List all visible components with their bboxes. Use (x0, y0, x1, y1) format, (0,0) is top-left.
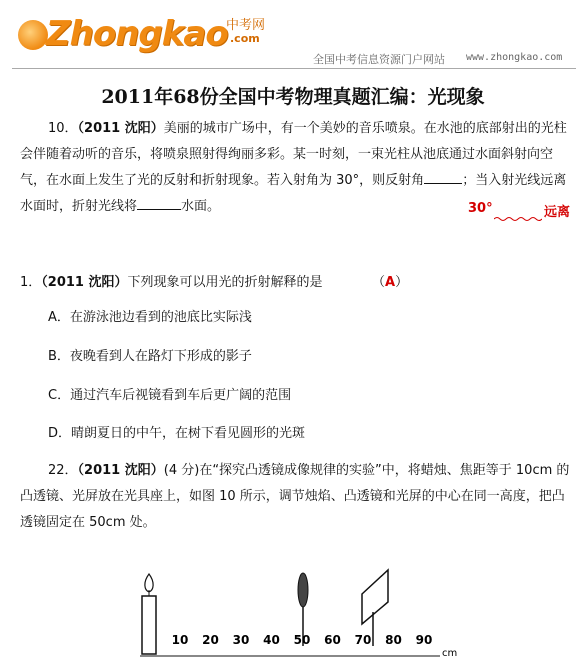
q22-number: 22． (48, 463, 78, 478)
header-divider (12, 68, 576, 69)
bench-tick-label: 20 (202, 633, 219, 647)
q1-answer: A (385, 275, 396, 290)
q10-text-a: 美丽的城市广场中，有一个美妙的音乐喷泉。在水池的底部射出的光柱会伴随着动听的音乐，将喷泉照射得绚丽多彩。某一时刻，一束光柱从池底通过水面斜射向空气，在水面上发生了光的反射和折射现象。若入射角为 30°，则反射角 (20, 121, 567, 188)
bench-tick-label: 70 (354, 633, 372, 647)
q10-answer-1: 30° (468, 201, 493, 216)
q22-source: （2011 沈阳） (77, 463, 164, 478)
q1-text: 下列现象可以用光的折射解释的是 (127, 275, 323, 290)
q1-paren-close: ） (395, 275, 409, 290)
page-title: 2011年68份全国中考物理真题汇编：光现象 (101, 86, 485, 108)
site-header (0, 0, 586, 72)
bench-tick-label: 30 (232, 633, 250, 647)
logo-ball-icon (18, 20, 48, 50)
question-10 (20, 116, 576, 220)
q1-option-c: C．通过汽车后视镜看到车后更广阔的范围 (48, 388, 292, 403)
logo-com-text: .com (230, 32, 260, 45)
candle-flame-icon (145, 574, 153, 592)
squiggle-underline (494, 216, 542, 222)
q1-option-d: D．晴朗夏日的中午，在树下看见圆形的光斑 (48, 426, 306, 441)
q1-paren-open: （ (372, 275, 386, 290)
bench-tick-label: 90 (415, 633, 433, 647)
q1-option-b: B．夜晚看到人在路灯下形成的影子 (48, 349, 252, 364)
bench-tick-label: 80 (385, 633, 402, 647)
bench-tick-label: 60 (324, 633, 341, 647)
q1-option-a: A．在游泳池边看到的池底比实际浅 (48, 310, 252, 325)
site-url-link[interactable]: www.zhongkao.com (466, 52, 563, 63)
site-logo[interactable] (18, 8, 278, 60)
question-1 (20, 270, 323, 296)
q10-number: 10． (48, 121, 78, 136)
bench-tick-label: 10 (171, 633, 189, 647)
q10-answer-2: 远离 (544, 205, 571, 220)
convex-lens-icon (298, 573, 308, 607)
q1-answer-bracket (372, 270, 408, 296)
q10-blank-2 (137, 195, 181, 210)
q22-text: (4 分)在“探究凸透镜成像规律的实验”中，将蜡烛、焦距等于 10cm 的凸透镜、光屏放在光具座上，如图 10 所示，调节烛焰、凸透镜和光屏的中心在同一高度，把凸透镜固定在 50cm 处。 (20, 463, 570, 530)
q1-source: （2011 沈阳） (41, 275, 128, 290)
q10-text-c: 水面。 (181, 199, 221, 214)
logo-text: Zhongkao (46, 14, 228, 54)
logo-cn-text: 中考网 (226, 18, 266, 33)
bench-unit-label: cm (442, 648, 458, 657)
optical-bench-figure (120, 568, 460, 657)
bench-tick-labels (172, 633, 433, 647)
site-tagline: 全国中考信息资源门户网站 (313, 53, 445, 66)
q10-text-b: ；当入射光线远离水面时，折射光线将 (20, 173, 567, 214)
light-screen-icon (362, 570, 388, 624)
question-22 (20, 458, 576, 536)
bench-tick-label: 50 (293, 633, 311, 647)
q10-blank-1 (424, 169, 462, 184)
q1-number: 1． (20, 275, 42, 290)
q10-source: （2011 沈阳） (77, 121, 164, 136)
bench-tick-label: 40 (263, 633, 280, 647)
candle-body (142, 596, 156, 654)
